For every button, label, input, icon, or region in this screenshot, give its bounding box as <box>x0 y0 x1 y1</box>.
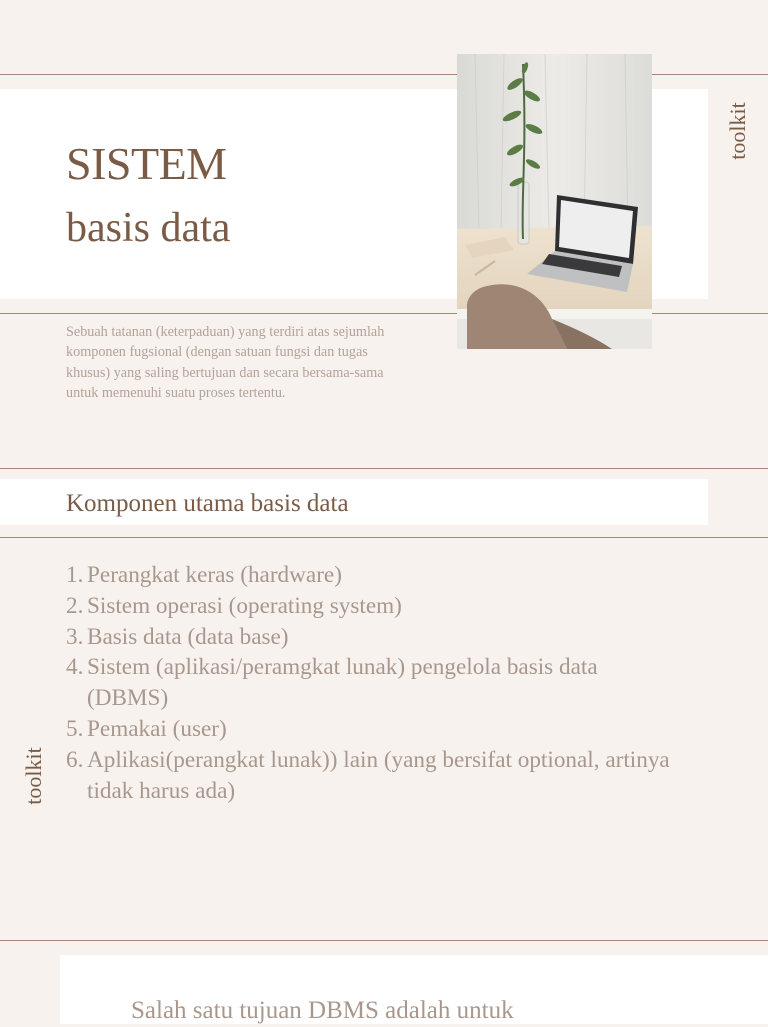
list-item-number: 3. <box>66 623 84 650</box>
top-rule <box>0 74 768 75</box>
list-item-text: Basis data (data base) <box>87 623 289 650</box>
heading-top-rule <box>0 468 768 469</box>
bottom-section-rule <box>0 940 768 941</box>
desk-laptop-photo <box>457 54 652 349</box>
list-item-number: 4. <box>66 654 84 681</box>
list-item-number: 1. <box>66 562 84 588</box>
side-label-top: toolkit <box>725 102 750 160</box>
list-item <box>66 714 676 745</box>
list-item <box>66 745 676 807</box>
list-item-number: 5. <box>66 715 84 742</box>
list-item <box>66 591 676 622</box>
title-line-1: SISTEM <box>66 138 227 189</box>
side-label-left: toolkit <box>21 747 46 805</box>
description-paragraph: Sebuah tatanan (keterpaduan) yang terdiri atas sejumlah komponen fugsional (dengan satuan fungsi dan tugas khusus) yang saling bertujuan dan secara bersama-sama untuk memenuhi suatu proses tertentu. <box>66 324 385 402</box>
heading-bottom-rule <box>0 537 768 538</box>
section-heading: Komponen utama basis data <box>66 490 349 517</box>
list-item-text: Pemakai (user) <box>87 715 227 742</box>
list-item-text: Perangkat keras (hardware) <box>87 562 342 588</box>
list-item <box>66 560 676 591</box>
list-item-number: 2. <box>66 592 84 619</box>
title-line-2: basis data <box>66 205 231 251</box>
list-item-text: Sistem (aplikasi/peramgkat lunak) pengelola basis data (DBMS) <box>87 654 598 712</box>
list-item <box>66 622 676 653</box>
list-item <box>66 652 676 714</box>
list-item-text: Aplikasi(perangkat lunak)) lain (yang bersifat optional, artinya tidak harus ada) <box>87 746 670 804</box>
list-item-text: Sistem operasi (operating system) <box>87 592 402 619</box>
bottom-section-text: Salah satu tujuan DBMS adalah untuk <box>131 997 514 1024</box>
components-list <box>66 560 676 806</box>
list-item-number: 6. <box>66 746 84 773</box>
title-bottom-rule <box>0 313 768 314</box>
